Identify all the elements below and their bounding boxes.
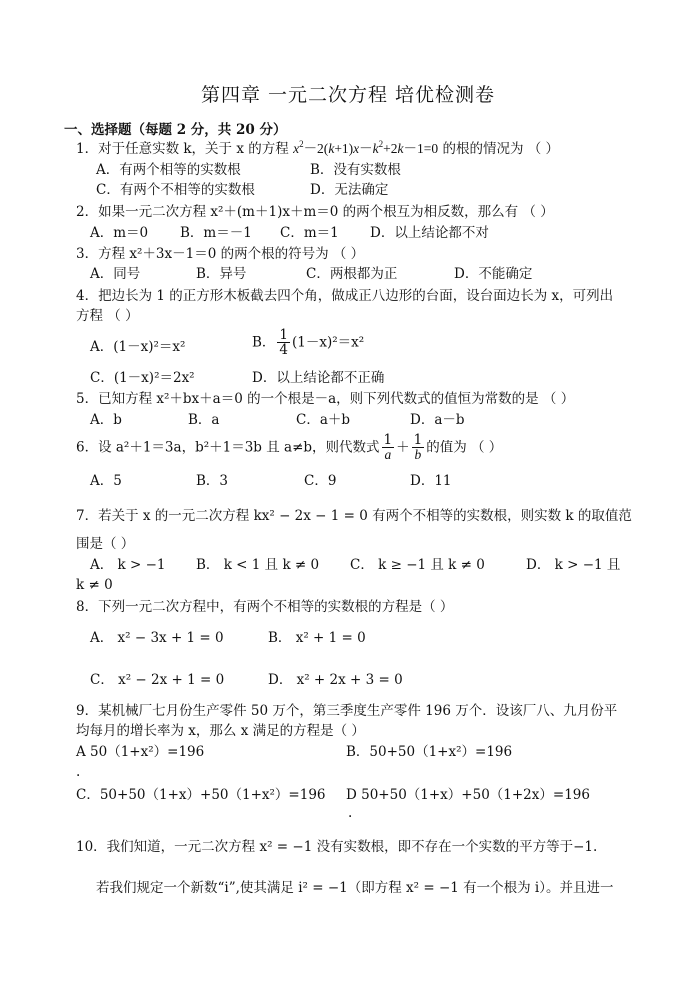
question-7-option-c[interactable]: C． k ≥ −1 且 k ≠ 0 xyxy=(350,557,485,573)
question-8-option-a[interactable]: A． x² − 3x + 1 = 0 xyxy=(90,630,224,646)
question-9-option-c[interactable]: C．50+50（1+x）+50（1+x²）=196 xyxy=(76,787,326,803)
question-1-option-d[interactable]: D．无法确定 xyxy=(310,182,389,198)
question-9-option-a[interactable]: A 50（1+x²）=196 xyxy=(76,744,205,760)
variable-a: a xyxy=(384,447,392,462)
question-9-stem-line-2: 均每月的增长率为 x，那么 x 满足的方程是（ ） xyxy=(76,723,365,739)
question-10-line-1: 10．我们知道，一元二次方程 x² = −1 没有实数根，即不存在一个实数的平方等于−1. xyxy=(76,839,598,855)
question-8-option-b[interactable]: B． x² + 1 = 0 xyxy=(268,630,366,646)
fraction-denominator xyxy=(382,448,395,462)
plus-sign: ＋ xyxy=(396,439,410,456)
question-7-option-b[interactable]: B． k < 1 且 k ≠ 0 xyxy=(196,557,320,573)
question-5-option-a[interactable]: A．b xyxy=(90,412,122,428)
question-10-line-2: 若我们规定一个新数“i”,使其满足 i² = −1（即方程 x² = −1 有一个根为 i）。并且进一 xyxy=(96,880,614,896)
question-8-option-c[interactable]: C． x² − 2x + 1 = 0 xyxy=(90,672,225,688)
fraction-one-over-a xyxy=(382,433,395,462)
question-1-stem xyxy=(76,140,559,158)
question-2-option-a[interactable]: A．m＝0 xyxy=(90,225,149,241)
question-1-equation: $x^2-2(k+1)x-k^2+2k-1=0$ xyxy=(293,139,439,156)
question-2-option-d[interactable]: D．以上结论都不对 xyxy=(370,225,489,241)
question-5-option-d[interactable]: D．a－b xyxy=(410,412,465,428)
question-6-option-b[interactable]: B．3 xyxy=(196,473,229,489)
fraction-denominator xyxy=(412,448,425,462)
question-7-stem-line-2: 围是（ ） xyxy=(76,536,135,552)
question-4-option-d[interactable]: D．以上结论都不正确 xyxy=(252,370,385,386)
question-3-option-c[interactable]: C．两根都为正 xyxy=(306,266,398,282)
question-1-option-c[interactable]: C．有两个不相等的实数根 xyxy=(96,182,255,198)
question-3-option-d[interactable]: D．不能确定 xyxy=(454,266,533,282)
question-8-stem: 8．下列一元二次方程中，有两个不相等的实数根的方程是（ ） xyxy=(76,599,454,615)
question-4-stem-line-1: 4．把边长为 1 的正方形木板截去四个角，做成正八边形的台面，设台面边长为 x，可列出 xyxy=(76,288,614,304)
variable-b: b xyxy=(414,447,422,462)
question-2-stem: 2．如果一元二次方程 x²＋(m＋1)x＋m＝0 的两个根互为相反数，那么有 （ ） xyxy=(76,204,554,220)
question-4-option-c[interactable]: C．(1－x)²＝2x² xyxy=(90,370,195,386)
question-1-option-b[interactable]: B．没有实数根 xyxy=(310,162,401,178)
question-9-stem-line-1: 9．某机械厂七月份生产零件 50 万个，第三季度生产零件 196 万个．设该厂八、九月份平 xyxy=(76,703,618,719)
fraction-numerator: 1 xyxy=(279,327,289,343)
question-4-option-a[interactable]: A．(1－x)²＝x² xyxy=(90,339,186,355)
question-3-stem: 3．方程 x²＋3x－1＝0 的两个根的符号为 （ ） xyxy=(76,246,365,262)
fraction-numerator: 1 xyxy=(413,432,423,448)
question-8-option-d[interactable]: D． x² + 2x + 3 = 0 xyxy=(268,672,403,688)
question-2-option-b[interactable]: B．m＝－1 xyxy=(180,225,252,241)
question-3-option-b[interactable]: B．异号 xyxy=(196,266,247,282)
fraction-one-over-b xyxy=(412,433,425,462)
question-7-stem-line-1: 7．若关于 x 的一元二次方程 kx² − 2x − 1 = 0 有两个不相等的实数根，则实数 k 的取值范 xyxy=(76,508,632,524)
question-6-stem-start: 6．设 a²＋1＝3a，b²＋1＝3b 且 a≠b，则代数式 xyxy=(76,439,380,456)
question-9-option-a-dot: . xyxy=(76,764,81,780)
question-9-option-d[interactable]: D 50+50（1+x）+50（1+2x）=196 xyxy=(346,787,590,803)
question-9-option-b[interactable]: B．50+50（1+x²）=196 xyxy=(346,744,513,760)
question-6-option-d[interactable]: D．11 xyxy=(410,473,452,489)
question-4-option-b-expr: (1－x)²＝x² xyxy=(292,334,365,351)
section-heading-choice: 一、选择题（每题 2 分，共 20 分） xyxy=(64,122,287,138)
question-9-option-d-dot: . xyxy=(348,805,353,821)
question-5-option-c[interactable]: C．a＋b xyxy=(296,412,351,428)
question-7-option-d-continued: k ≠ 0 xyxy=(76,577,113,593)
question-4-option-b[interactable] xyxy=(252,328,364,357)
question-6-option-c[interactable]: C．9 xyxy=(304,473,337,489)
fraction-numerator: 1 xyxy=(383,432,393,448)
question-4-stem-line-2: 方程 （ ） xyxy=(76,308,139,324)
question-1-option-a[interactable]: A．有两个相等的实数根 xyxy=(96,162,241,178)
question-3-option-a[interactable]: A．同号 xyxy=(90,266,141,282)
fraction-denominator: 4 xyxy=(279,342,289,358)
question-7-option-d[interactable]: D． k > −1 且 xyxy=(526,557,621,573)
question-5-stem: 5．已知方程 x²＋bx＋a＝0 的一个根是－a，则下列代数式的值恒为常数的是 （ ） xyxy=(76,391,575,407)
question-7-option-a[interactable]: A． k > −1 xyxy=(90,557,166,573)
question-2-option-c[interactable]: C．m＝1 xyxy=(280,225,339,241)
question-6-option-a[interactable]: A．5 xyxy=(90,473,122,489)
question-6-stem xyxy=(76,433,502,462)
question-1-stem-start: 1．对于任意实数 k，关于 x 的方程 xyxy=(76,141,294,157)
question-5-option-b[interactable]: B．a xyxy=(188,412,220,428)
question-4-option-b-label: B． xyxy=(252,334,276,351)
page-title: 第四章 一元二次方程 培优检测卷 xyxy=(200,84,496,106)
fraction-one-quarter xyxy=(277,328,290,357)
question-6-stem-end: 的值为 （ ） xyxy=(426,439,503,456)
question-1-stem-end: 的根的情况为 （ ） xyxy=(438,141,560,157)
